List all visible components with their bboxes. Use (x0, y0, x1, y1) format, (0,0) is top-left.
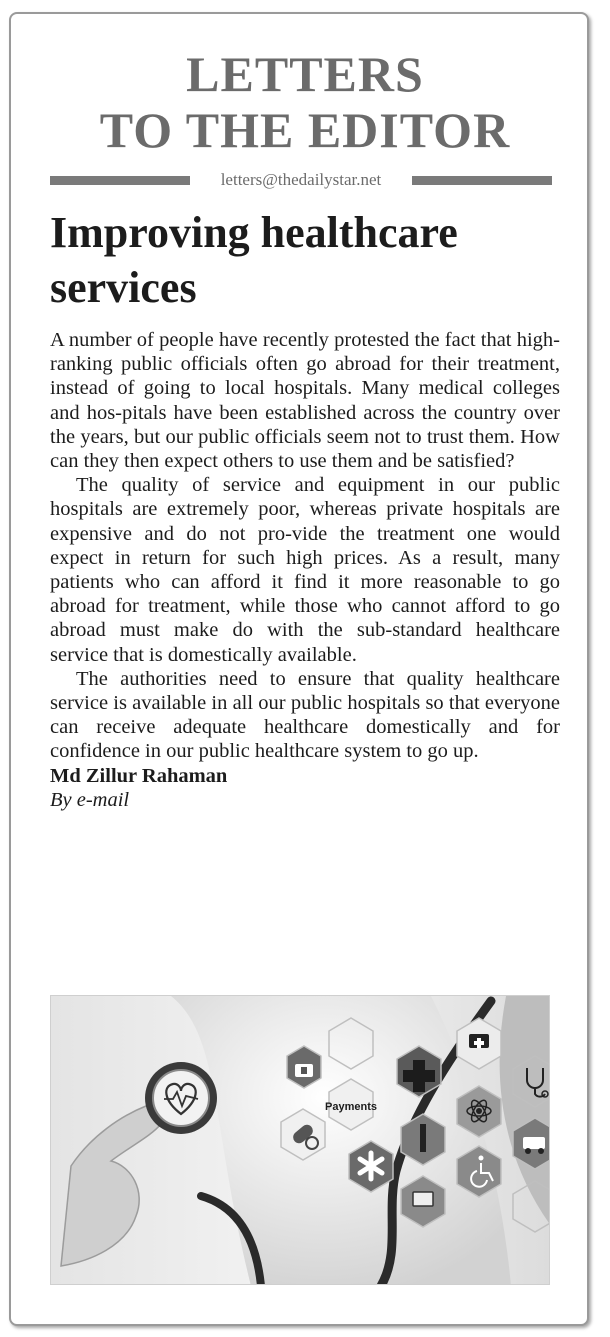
masthead-line1: LETTERS (186, 46, 424, 102)
payments-label: Payments (325, 1101, 377, 1113)
paragraph-1: A number of people have recently protested the fact that high-ranking public officials often go abroad for their treatment, instead of going to local hospitals. Many medical colleges and hos-pitals have been established across the country over the years, but our public officials seem not to trust them. How can they then expect others to use them and be satisfied? (50, 329, 560, 473)
paragraph-3: The authorities need to ensure that quality healthcare service is available in all our public hospitals so that everyone can receive adequate healthcare domestically and for confidence in our public healthcare system to go up. (50, 667, 560, 763)
masthead-rule (50, 168, 552, 192)
submission-method: By e-mail (50, 788, 130, 811)
rule-right (412, 176, 552, 185)
article-headline: Improving healthcare services (50, 208, 458, 312)
author-name: Md Zillur Rahaman (50, 764, 228, 787)
healthcare-illustration (50, 995, 550, 1285)
editor-email[interactable]: letters@thedailystar.net (220, 170, 382, 189)
article-body (50, 328, 560, 812)
masthead-line2: TO THE EDITOR (99, 102, 511, 158)
rule-left (50, 176, 190, 185)
paragraph-2: The quality of service and equipment in our public hospitals are extremely poor, whereas private hospitals are expensive and do not pro-vide the treatment one would expect in return for such high prices. As a result, many patients who can afford it find it more reasonable to go abroad for treatment, while those who cannot afford to go abroad must make do with the sub-standard healthcare service that is domestically available. (50, 474, 560, 666)
